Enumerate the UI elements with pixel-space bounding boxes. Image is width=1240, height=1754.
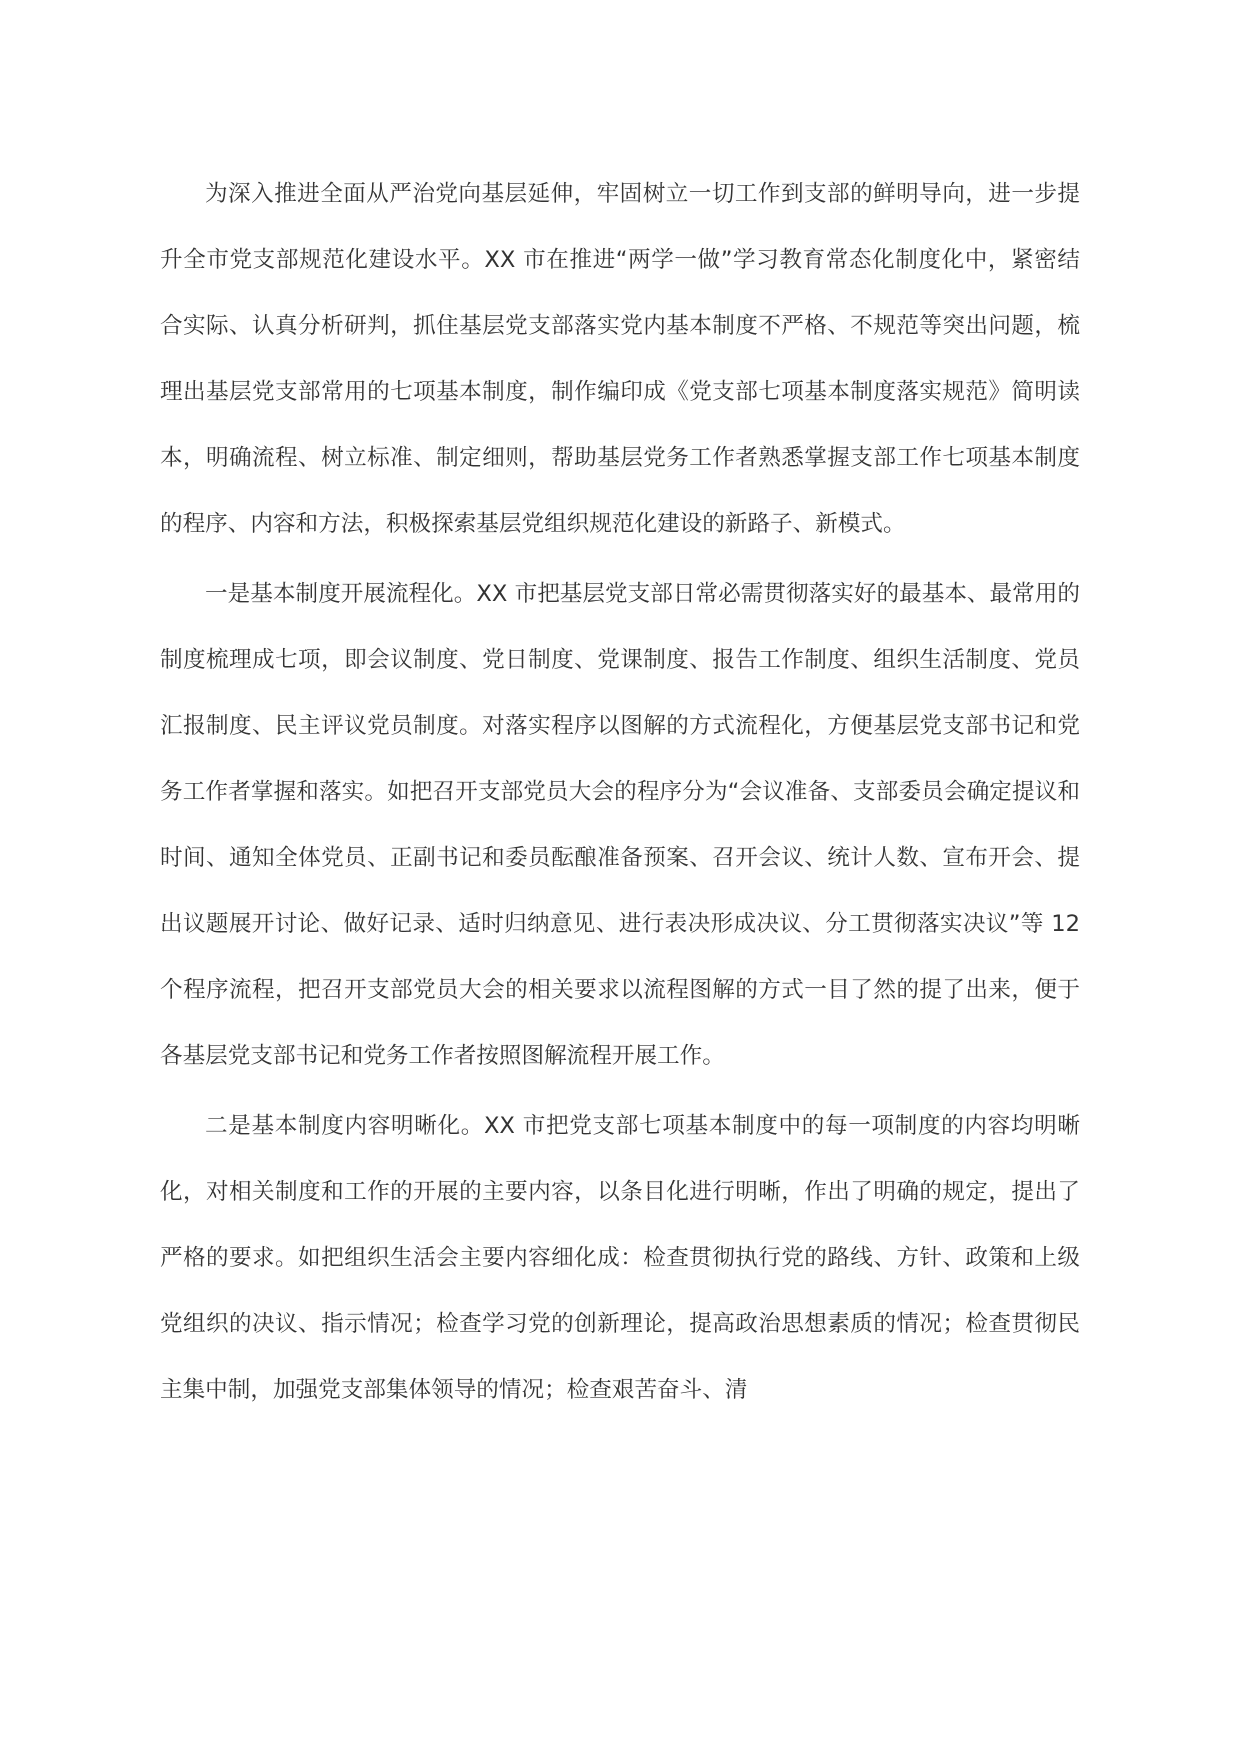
document-body — [160, 161, 1080, 1427]
paragraph-point-one: 一是基本制度开展流程化。XX 市把基层党支部日常必需贯彻落实好的最基本、最常用的制度梳理成七项，即会议制度、党日制度、党课制度、报告工作制度、组织生活制度、党员汇报制度、民主评议党员制度。对落实程序以图解的方式流程化，方便基层党支部书记和党务工作者掌握和落实。如把召开支部党员大会的程序分为“会议准备、支部委员会确定提议和时间、通知全体党员、正副书记和委员酝酿准备预案、召开会议、统计人数、宣布开会、提出议题展开讨论、做好记录、适时归纳意见、进行表决形成决议、分工贯彻落实决议”等 12 个程序流程，把召开支部党员大会的相关要求以流程图解的方式一目了然的提了出来，便于各基层党支部书记和党务工作者按照图解流程开展工作。 — [160, 581, 1080, 1069]
paragraph-point-two: 二是基本制度内容明晰化。XX 市把党支部七项基本制度中的每一项制度的内容均明晰化，对相关制度和工作的开展的主要内容，以条目化进行明晰，作出了明确的规定，提出了严格的要求。如把组织生活会主要内容细化成：检查贯彻执行党的路线、方针、政策和上级党组织的决议、指示情况；检查学习党的创新理论，提高政治思想素质的情况；检查贯彻民主集中制，加强党支部集体领导的情况；检查艰苦奋斗、清 — [160, 1113, 1080, 1403]
paragraph-intro: 为深入推进全面从严治党向基层延伸，牢固树立一切工作到支部的鲜明导向，进一步提升全市党支部规范化建设水平。XX 市在推进“两学一做”学习教育常态化制度化中，紧密结合实际、认真分析研判，抓住基层党支部落实党内基本制度不严格、不规范等突出问题，梳理出基层党支部常用的七项基本制度，制作编印成《党支部七项基本制度落实规范》简明读本，明确流程、树立标准、制定细则，帮助基层党务工作者熟悉掌握支部工作七项基本制度的程序、内容和方法，积极探索基层党组织规范化建设的新路子、新模式。 — [160, 181, 1080, 537]
